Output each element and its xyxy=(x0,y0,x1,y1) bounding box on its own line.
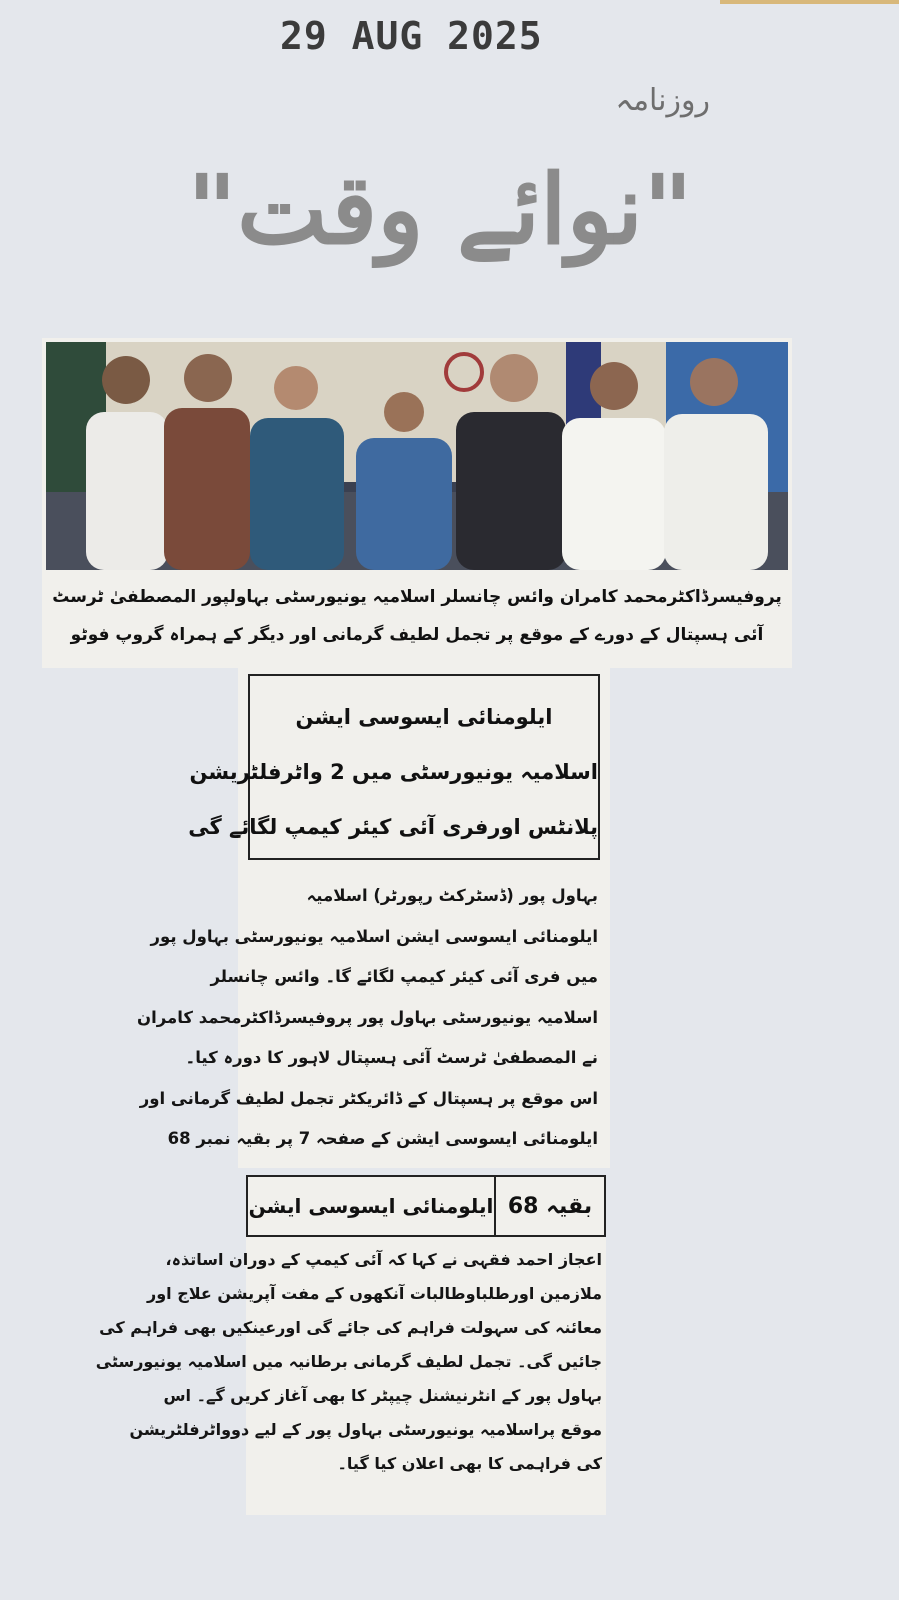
continuation-line: بہاول پور کے انٹرنیشنل چیپٹر کا بھی آغاز کریں گے۔ اس xyxy=(163,1386,602,1405)
headline-line: اسلامیہ یونیورسٹی میں 2 واٹرفلٹریشن xyxy=(189,760,598,784)
continuation-title: ایلومنائی ایسوسی ایشن xyxy=(248,1194,494,1218)
continuation-header xyxy=(246,1175,606,1237)
masthead-kicker: روزنامہ xyxy=(615,83,710,118)
body-line: میں فری آئی کیئر کیمپ لگائے گا۔ وائس چانسلر xyxy=(210,967,598,986)
body-line: اسلامیہ یونیورسٹی بہاول پور پروفیسرڈاکٹرمحمد کامران xyxy=(136,1007,598,1027)
body-line: ایلومنائی ایسوسی ایشن اسلامیہ یونیورسٹی بہاول پور xyxy=(150,926,598,946)
continuation-line: ملازمین اورطلباوطالبات آنکھوں کے مفت آپریشن علاج اور xyxy=(147,1284,602,1303)
body-line: اس موقع پر ہسپتال کے ڈائریکٹر تجمل لطیف گرمانی اور xyxy=(139,1088,598,1108)
caption-line: آئی ہسپتال کے دورے کے موقع پر تجمل لطیف گرمانی اور دیگر کے ہمراہ گروپ فوٹو xyxy=(70,625,764,645)
masthead-name: "نوائے وقت" xyxy=(187,153,693,266)
background-edge xyxy=(720,0,899,4)
caption-line: پروفیسرڈاکٹرمحمد کامران وائس چانسلر اسلامیہ یونیورسٹی بہاولپور المصطفیٰ ٹرسٹ xyxy=(52,587,782,607)
continuation-label: بقیہ 68 xyxy=(494,1177,604,1235)
body-line: نے المصطفیٰ ٹرسٹ آئی ہسپتال لاہور کا دورہ کیا۔ xyxy=(185,1048,598,1067)
continuation-clipping xyxy=(95,1175,606,1515)
continuation-line: اعجاز احمد فقہی نے کہا کہ آئی کیمپ کے دوران اساتذہ، xyxy=(165,1250,602,1269)
continuation-line: جائیں گی۔ تجمل لطیف گرمانی برطانیہ میں اسلامیہ یونیورسٹی xyxy=(95,1352,602,1371)
headline-line: ایلومنائی ایسوسی ایشن xyxy=(295,705,553,729)
headline-clipping xyxy=(188,668,610,868)
group-photo-illustration xyxy=(46,342,788,570)
continuation-body xyxy=(95,1243,602,1481)
continuation-line: موقع پراسلامیہ یونیورسٹی بہاول پور کے لیے دوواٹرفلٹریشن xyxy=(129,1420,602,1439)
body-line: بہاول پور (ڈسٹرکٹ رپورٹر) اسلامیہ xyxy=(306,886,598,905)
group-photo xyxy=(46,342,788,570)
headline-line: پلانٹس اورفری آئی کیئر کیمپ لگائے گی xyxy=(188,815,598,839)
body-line: ایلومنائی ایسوسی ایشن کے صفحہ 7 پر بقیہ نمبر 68 xyxy=(167,1129,598,1148)
date-stamp: 29 AUG 2025 xyxy=(280,14,543,58)
article-body xyxy=(136,876,598,1160)
masthead xyxy=(160,75,720,295)
photo-caption xyxy=(52,578,782,654)
continuation-line: معائنہ کی سہولت فراہم کی جائے گی اورعینکیں بھی فراہم کی xyxy=(99,1318,602,1337)
headline-box xyxy=(188,674,600,860)
continuation-line: کی فراہمی کا بھی اعلان کیا گیا۔ xyxy=(337,1454,602,1473)
photo-clipping xyxy=(42,338,792,668)
article-body-clipping xyxy=(136,868,610,1168)
